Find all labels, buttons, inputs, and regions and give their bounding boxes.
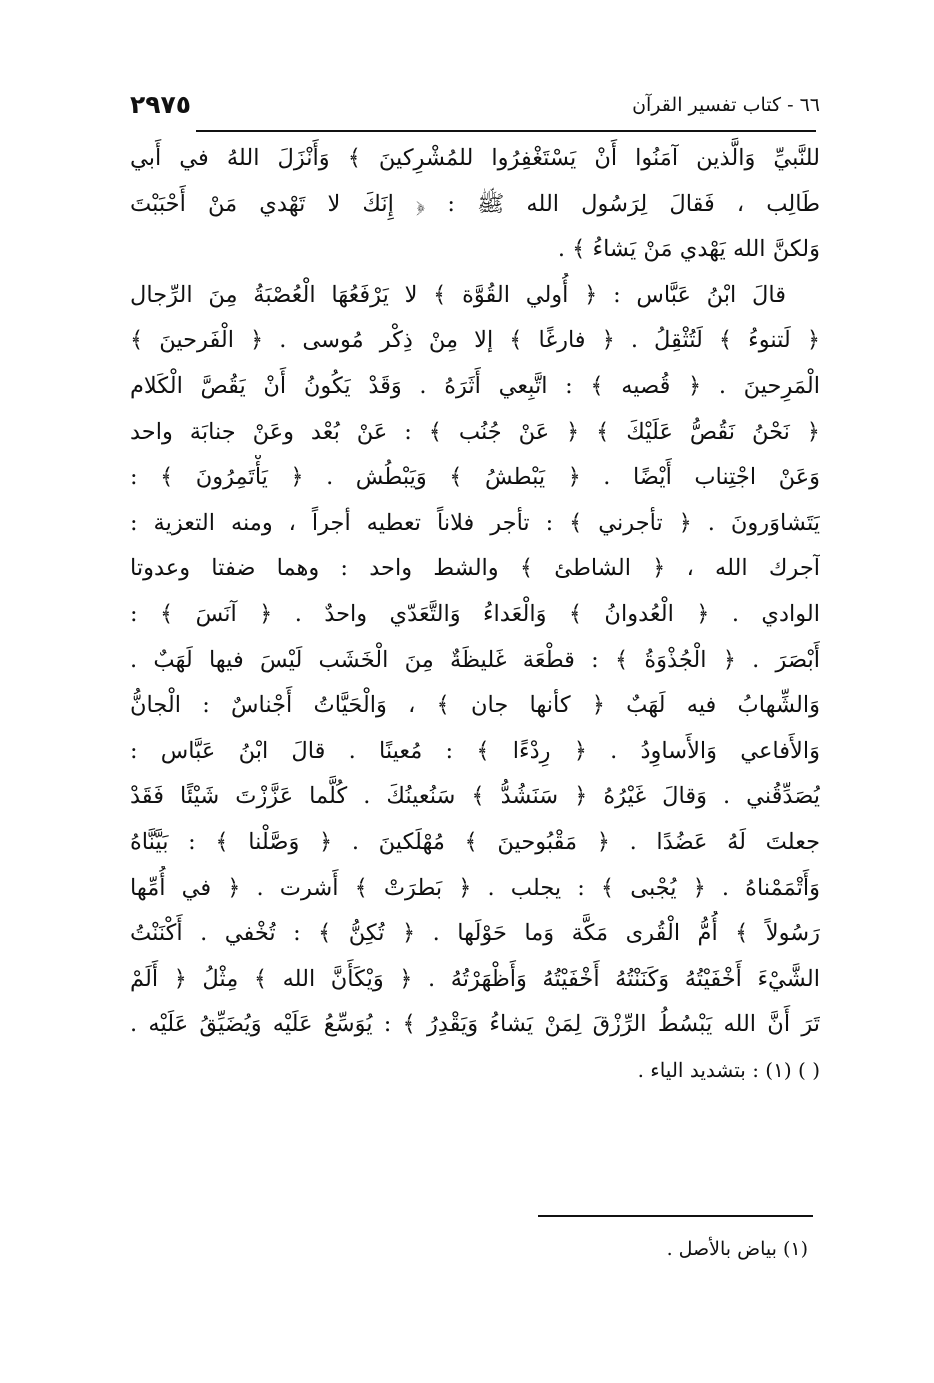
text-line: ﴿ لَتنوءُ ﴾ لَتُثْقِلُ . ﴿ فارغًا ﴾ إلا مِنْ ذِكْر مُوسى . ﴿ الْفَرحينَ ﴾ — [130, 327, 820, 354]
text-line: جعلتَ لَهُ عَضُدًا . ﴿ مَقْبُوحينَ ﴾ مُهْلَكينَ . ﴿ وَصَّلْنا ﴾ : بَيَّنَّاهُ — [130, 828, 820, 855]
main-text — [130, 136, 820, 1093]
text-line: رَسُولاً ﴾ أُمُّ الْقُرى مَكَّة وَما حَوْلَها . ﴿ تُكِنُّ ﴾ : تُخْفي . أَكْنَنْتُ — [130, 920, 820, 947]
text-line: وَلكنَّ الله يَهْدي مَنْ يَشاءُ ﴾ . — [557, 236, 820, 263]
text-line: ﴿ نَحْنُ نَقُصُّ عَلَيْكَ ﴾ ﴿ عَنْ جُنُب ﴾ : عَنْ بُعْد وعَنْ جنابَة واحد — [130, 418, 820, 445]
page-header — [130, 88, 820, 124]
text-line: يَتَشاوَرونَ . ﴿ تأجرني ﴾ : تأجر فلاناً تعطيه أجراً ، ومنه التعزية : — [130, 509, 820, 536]
text-line: الشَّيْءَ أَخْفَيْتُهُ وَكَنَنْتُهُ أَخْفَيْتُهُ وَأَظْهَرْتُهُ . ﴿ وَيْكَأَنَّ الله ﴾ مِثْلُ ﴿ أَلَمْ — [130, 965, 820, 992]
text-line: وَأَتْمَمْناهُ . ﴿ يُجْبى ﴾ : يجلب . ﴿ بَطرَتْ ﴾ أَشرت . ﴿ في أُمِّها — [130, 874, 820, 901]
text-line: وَعَنْ اجْتِناب أَيْضًا . ﴿ يَبْطشُ ﴾ وَيَبْطُش . ﴿ يَأْتَمِرُونَ ﴾ : — [130, 464, 820, 491]
text-line: وَالأَفاعي وَالأَساوِدُ . ﴿ رِدْءًا ﴾ : مُعينًا . قالَ ابْنُ عَبَّاس : — [130, 737, 820, 764]
page-number: ٢٩٧٥ — [130, 90, 192, 119]
text-line: يُصَدِّقُني . وَقالَ غَيْرُهُ ﴿ سَنَشُدُّ ﴾ سَنُعينُكَ . كُلَّما عَزَّزْتَ شَيْئًا فَقَدْ — [130, 783, 820, 810]
text-line: قالَ ابْنُ عَبَّاس : ﴿ أُولي القُوَّة ﴾ لا يَرْفَعُهَا الْعُصْبَةُ مِنَ الرِّجال — [130, 281, 786, 308]
text-line: الْمَرِحينَ . ﴿ قُصيه ﴾ : اتَّبِعي أَثَرَهُ . وَقَدْ يَكُونُ أَنْ يَقُصَّ الْكَلام — [130, 372, 820, 399]
text-line: آجرك الله ، ﴿ الشاطئ ﴾ والشط واحد : وهما ضفتا وعدوتا — [130, 555, 820, 582]
text-line: أَبْصَرَ . ﴿ الْجُذْوَةُ ﴾ : قطْعَة غَليظَةٌ مِنَ الْخَشَب لَيْسَ فيها لَهَبٌ . — [130, 646, 820, 673]
text-line: تَرَ أَنَّ الله يَبْسُطُ الرِّزْقَ لِمَنْ يَشاءُ وَيَقْدِرُ ﴾ : يُوَسِّعُ عَلَيْه وَيُضَيِّقُ عَلَيْه . — [130, 1011, 820, 1038]
text-line: الوادي . ﴿ الْعُدوانُ ﴾ وَالْعَداءُ وَالتَّعَدّي واحدٌ . ﴿ آنَسَ ﴾ : — [130, 600, 820, 627]
text-line: للنَّبيِّ وَالَّذين آمَنُوا أَنْ يَسْتَغْفِرُوا للمُشْرِكينَ ﴾ وَأَنْزَلَ اللهُ في أَبي — [130, 145, 820, 171]
text-line: طَالِب ، فَقالَ لِرَسُول الله ﷺ : ﴿ إِنَكَ لا تَهْدي مَنْ أَحْبَبْتَ — [130, 190, 820, 217]
header-rule — [196, 130, 816, 132]
running-title: ٦٦ - كتاب تفسير القرآن — [632, 94, 820, 116]
footnote-rule — [538, 1215, 813, 1217]
footnote-reference-line: ( ) (١) : بتشديد الياء . — [637, 1057, 820, 1082]
text-line: وَالشِّهابُ فيه لَهَبٌ ﴿ كأنها جان ﴾ ، وَالْحَيَّاتُ أَجْناسٌ : الْجانُّ — [130, 692, 820, 719]
footnote: (١) بياض بالأصل . — [666, 1238, 808, 1260]
